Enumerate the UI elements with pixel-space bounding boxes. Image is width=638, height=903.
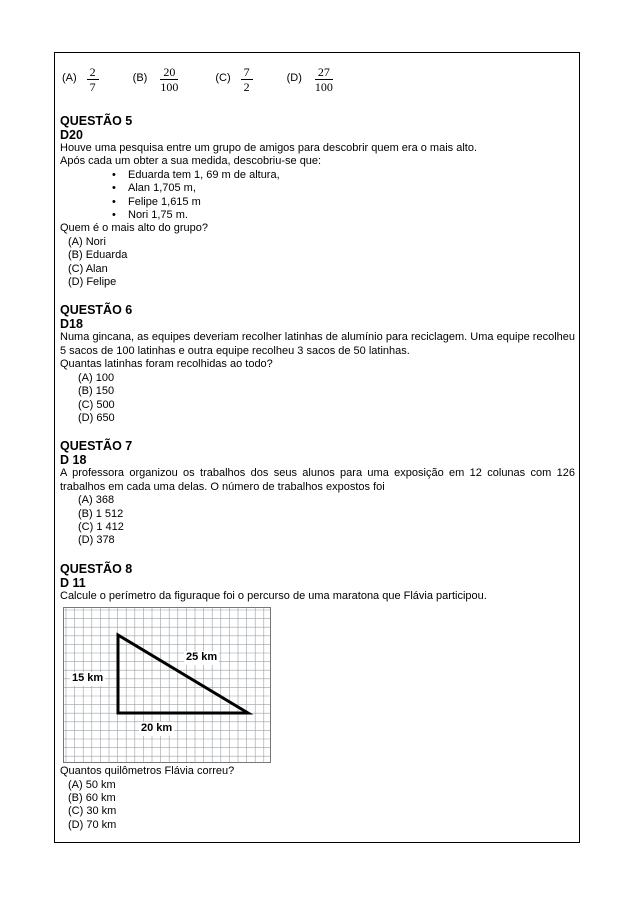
descriptor-code: D20 [60, 128, 83, 142]
answer-option: (B) 60 km [68, 791, 116, 804]
answer-option: (A) Nori [68, 235, 106, 248]
base-side-label: 20 km [141, 722, 173, 735]
list-item: • Eduarda tem 1, 69 m de altura, [60, 169, 575, 182]
fraction-option-b: (B) $\frac{20}{100}$ [132, 64, 179, 94]
answer-option: (B) 1 512 [78, 507, 124, 520]
list-item: • Alan 1,705 m, [60, 182, 575, 195]
vertical-side-label: 15 km [72, 672, 104, 685]
question-title: QUESTÃO 8 [60, 561, 133, 576]
answer-option: (D) 650 [78, 411, 115, 424]
descriptor-code: D 11 [60, 575, 86, 590]
question-7: QUESTÃO 7 D 18 A professora organizou os trabalhos dos seus alunos para uma exposição em 12 colunas com 126 trabalhos em cada uma delas. O número de trabalhos expostos foi (A) 368 (B) 1 512 (C) 1 412 (D) 378 [60, 439, 575, 547]
question-sheet [60, 58, 575, 832]
answer-options [60, 494, 575, 548]
right-triangle [118, 635, 248, 713]
answer-option: (B) 150 [78, 385, 115, 398]
question-title: QUESTÃO 7 [60, 439, 133, 454]
descriptor-code: D 18 [60, 453, 87, 468]
answer-option: (A) 100 [78, 371, 115, 384]
question-title: QUESTÃO 6 [60, 303, 133, 318]
fraction-option-a: (A) $\frac{2}{7}$ [62, 65, 99, 94]
list-item: • Felipe 1,615 m [60, 196, 575, 209]
question-title: QUESTÃO 5 [60, 114, 133, 128]
answer-options [60, 236, 575, 290]
answer-option: (A) 368 [78, 494, 115, 507]
answer-option: (C) Alan [68, 262, 108, 275]
answer-option: (B) Eduarda [68, 249, 128, 262]
heights-list [60, 169, 575, 223]
answer-option: (C) 500 [78, 398, 115, 411]
question-6: QUESTÃO 6 D18 Numa gincana, as equipes deveriam recolher latinhas de alumínio para reciclagem. Uma equipe recolheu 5 sacos de 100 latinhas e outra equipe recolheu 3 sacos de 50 latinhas. Quantas latinhas foram recolhidas ao todo? (A) 100 (B) 150 (C) 500 (D) 650 [60, 303, 575, 424]
fraction-option-d: (D) $\frac{27}{100}$ [286, 64, 333, 94]
list-item: • Nori 1,75 m. [60, 209, 575, 222]
answer-option: (D) Felipe [68, 276, 117, 289]
answer-option: (C) 30 km [68, 805, 117, 818]
fraction-options [62, 58, 575, 100]
question-8: QUESTÃO 8 D 11 Calcule o perímetro da figuraque foi o percurso de uma maratona que Flávia participou. 25 km 15 km 20 km Quantos quilômetros Flávia correu? (A) 50 km (B) 60 km (C) 30 km (D) 70 km [60, 562, 575, 832]
triangle-grid-figure [63, 607, 271, 763]
answer-options [60, 779, 575, 833]
question-5: QUESTÃO 5 D20 Houve uma pesquisa entre um grupo de amigos para descobrir quem era o mais alto. Após cada um obter a sua medida, descobriu-se que: • Eduarda tem 1, 69 m de altura, • Alan 1,705 m, • Felipe 1,615 m • Nori 1,75 m. Quem é o mais alto do grupo? (A) Nori (B) Eduarda (C) Alan (D) Felipe [60, 114, 575, 289]
answer-option: (A) 50 km [68, 778, 116, 791]
fraction-option-c: (C) $\frac{7}{2}$ [215, 65, 252, 94]
hypotenuse-label: 25 km [186, 651, 218, 664]
answer-option: (D) 378 [78, 534, 115, 547]
answer-option: (C) 1 412 [78, 520, 124, 533]
answer-options [60, 372, 575, 426]
descriptor-code: D18 [60, 317, 83, 332]
answer-option: (D) 70 km [68, 818, 117, 831]
